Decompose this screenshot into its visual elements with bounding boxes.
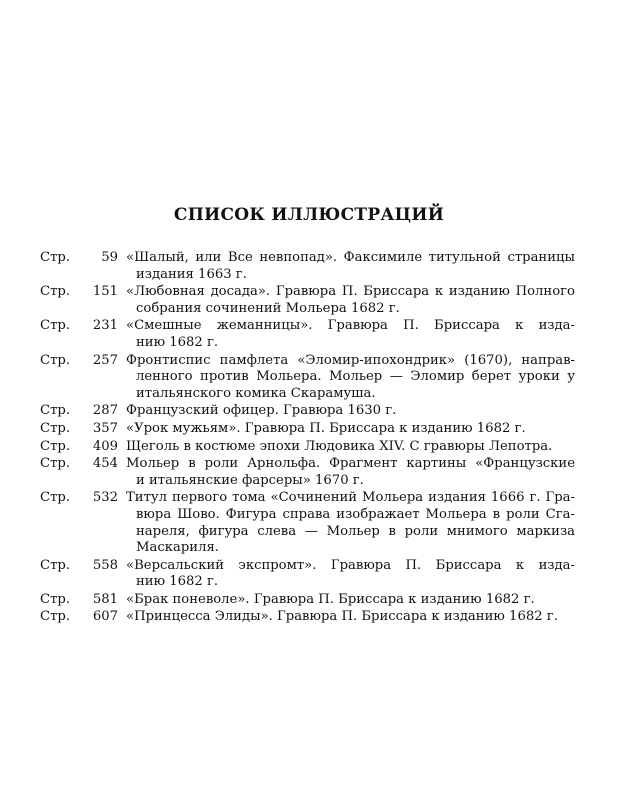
description-line: «Шалый, или Все невпопад». Факсимиле титульной страницы (126, 250, 575, 265)
page-label: Стр. (40, 352, 71, 368)
description-line: Мольер в роли Арнольфа. Фрагмент картины «Французские (126, 456, 575, 472)
list-item (40, 456, 575, 489)
description-line: «Любовная досада». Гравюра П. Бриссара к изданию Полного (126, 284, 575, 300)
page-number: 151 (92, 284, 118, 300)
description-line: «Версальский экспромт». Гравюра П. Бриссара к изда- (126, 557, 575, 573)
description-line: «Смешные жеманницы». Гравюра П. Бриссара к изда- (126, 318, 575, 334)
description-line: «Брак поневоле». Гравюра П. Бриссара к изданию 1682 г. (126, 591, 535, 607)
page-label: Стр. (40, 456, 71, 472)
description-line: Титул первого тома «Сочинений Мольера издания 1666 г. Гра- (126, 490, 575, 506)
illustration-description (126, 403, 575, 420)
page-label: Стр. (40, 318, 71, 334)
page-number: 231 (92, 318, 118, 334)
page-title: СПИСОК ИЛЛЮСТРАЦИЙ (173, 205, 445, 225)
page-number: 454 (92, 456, 118, 472)
list-item (40, 353, 575, 403)
illustration-description (126, 250, 575, 283)
description-line: «Урок мужьям». Гравюра П. Бриссара к изданию 1682 г. (126, 420, 526, 436)
list-item (40, 421, 575, 438)
description-line: нию 1682 г. (136, 574, 219, 590)
list-item (40, 284, 575, 317)
page-label: Стр. (40, 490, 71, 506)
page-number: 409 (92, 438, 118, 454)
page-label: Стр. (40, 438, 71, 454)
page-label: Стр. (40, 250, 71, 265)
page-number: 558 (92, 557, 118, 573)
list-item (40, 592, 575, 609)
description-line: и итальянские фарсеры» 1670 г. (136, 472, 364, 488)
page-number: 287 (92, 403, 118, 419)
page-number: 581 (92, 591, 118, 607)
description-line: нию 1682 г. (136, 334, 219, 350)
page-number: 59 (101, 250, 118, 265)
illustration-description (126, 353, 575, 403)
illustration-list (40, 250, 575, 627)
page-number: 607 (92, 609, 118, 625)
illustration-description (126, 439, 575, 456)
description-line: ленного против Мольера. Мольер — Эломир берет уроки у (136, 369, 575, 385)
page-number: 357 (92, 420, 118, 436)
description-line: вюра Шово. Фигура справа изображает Мольера в роли Сга- (136, 506, 575, 522)
illustration-description (126, 558, 575, 591)
list-item (40, 318, 575, 351)
illustration-description (126, 490, 575, 556)
illustration-description (126, 592, 575, 609)
illustration-description (126, 318, 575, 351)
description-line: собрания сочинений Мольера 1682 г. (136, 300, 400, 316)
list-item (40, 558, 575, 591)
illustration-description (126, 456, 575, 489)
description-line: Щеголь в костюме эпохи Людовика XIV. С гравюры Лепотра. (126, 438, 553, 454)
description-line: итальянского комика Скарамуша. (136, 385, 376, 401)
description-line: издания 1663 г. (136, 266, 247, 282)
page-label: Стр. (40, 609, 71, 625)
illustration-description (126, 284, 575, 317)
list-item (40, 439, 575, 456)
page-number: 257 (92, 352, 118, 368)
description-line: Французский офицер. Гравюра 1630 г. (126, 403, 397, 419)
list-item (40, 609, 575, 626)
page-label: Стр. (40, 557, 71, 573)
page-label: Стр. (40, 284, 71, 300)
page-number: 532 (92, 490, 118, 506)
illustration-description (126, 609, 575, 626)
list-item (40, 490, 575, 556)
page-label: Стр. (40, 591, 71, 607)
list-item (40, 250, 575, 283)
description-line: Фронтиспис памфлета «Эломир-ипохондрик» (1670), направ- (126, 352, 575, 368)
page-label: Стр. (40, 420, 71, 436)
description-line: «Принцесса Элиды». Гравюра П. Бриссара к изданию 1682 г. (126, 609, 558, 625)
description-line: нареля, фигура слева — Мольер в роли мнимого маркиза (136, 523, 575, 539)
page-label: Стр. (40, 403, 71, 419)
description-line: Маскариля. (136, 540, 219, 556)
list-item (40, 403, 575, 420)
illustration-description (126, 421, 575, 438)
